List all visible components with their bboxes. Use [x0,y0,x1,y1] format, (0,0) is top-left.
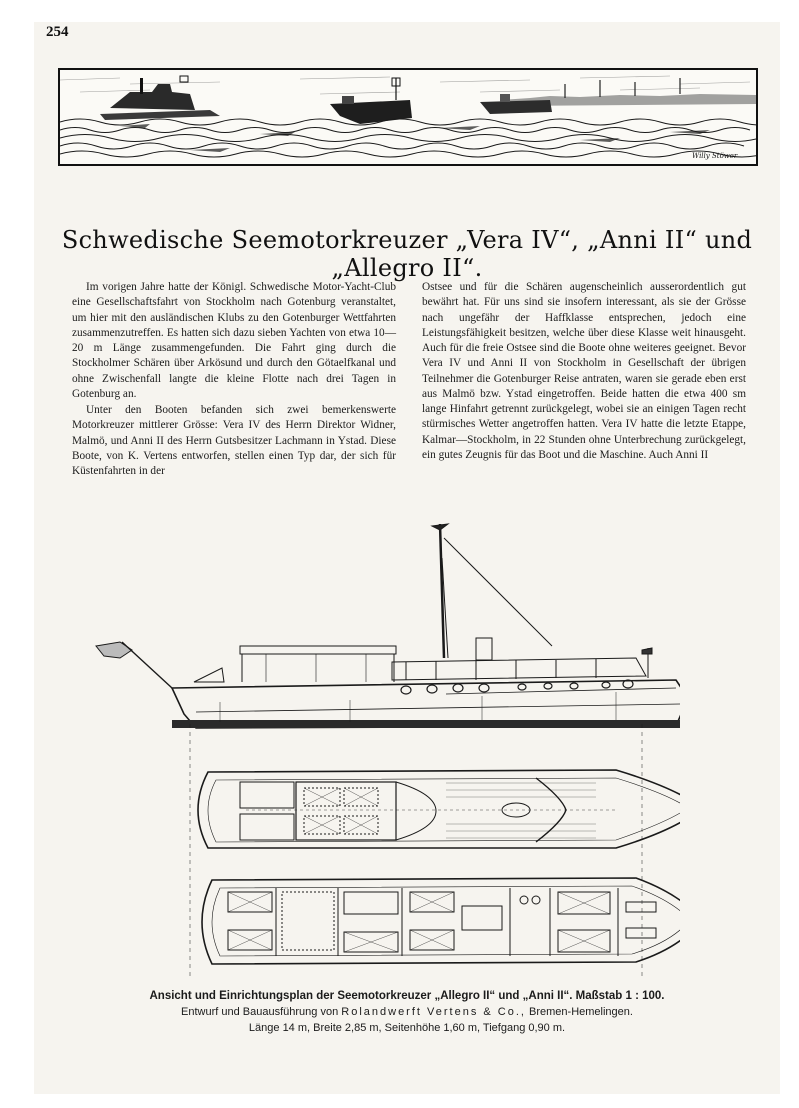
article-column-right [422,280,746,463]
illustration-signature: Willy Stöwer [692,152,738,160]
boat-plan-svg [76,498,680,990]
caption-title: Ansicht und Einrichtungsplan der Seemotorkreuzer „Allegro II“ und „Anni II“. Maßstab 1 : 100. [149,990,665,1002]
sea-scene-drawing [60,70,756,164]
article-paragraph: Im vorigen Jahre hatte der Königl. Schwedische Motor-Yacht-Club eine Gesellschaftsfahrt von Stockholm nach Gotenburg veranstaltet, um hier mit den ausländischen Klubs zu den Gotenburger Wettfahrten zusammenzutreffen. Es hatten sich dazu sieben Yachten von etwa 10—20 m Länge zusammengefunden. Die Fahrt ging durch die Stockholmer Schären über Arkösund und durch den Götaelfkanal und ohne Zwischenfall langte die kleine Flotte nach drei Tagen in Gotenburg an. [72,281,396,400]
caption-builder-prefix: Entwurf und Bauausführung von [181,1006,339,1018]
magazine-page [34,22,780,1094]
article-paragraph: Ostsee und für die Schären augenscheinlich ausserordentlich gut bewährt hat. Für uns sind sie insofern interessant, als sie der Grösse nach ungefähr der Haffklasse entsprechen, jedoch eine Leistungsfähigkeit besitzen, welche über diese Klasse weit hinausgeht. Auch für die freie Ostsee sind die Boote ohne weiteres geeignet. Bevor Vera IV und Anni II von Stockholm in Gesellschaft der übrigen Teilnehmer die Gotenburger Reise antraten, waren sie gerade eben erst aus Malmö bzw. Ystad eingetroffen. Beide hatten die etwa 400 sm lange Hinfahrt getrennt zurückgelegt, wobei sie an einigen Tagen recht stürmisches Wetter angetroffen hatten. Vera IV hatte die letzte Etappe, Kalmar—Stockholm, in 22 Stunden ohne Unterbrechung zurückgelegt, ein gutes Zeugnis für das Boot und die Maschine. Auch Anni II [422,281,746,461]
figure-caption [34,988,780,1036]
boat-plan-drawing [76,498,680,990]
page-number: 254 [46,24,69,40]
caption-builder [34,1004,780,1020]
header-illustration-sea-scene [58,68,758,166]
deck-plan [198,770,680,848]
side-elevation [96,524,680,728]
caption-builder-suffix: Bremen-Hemelingen. [529,1006,633,1018]
article-headline: Schwedische Seemotorkreuzer „Vera IV“, „Anni II“ und „Allegro II“. [61,226,753,282]
article-paragraph: Unter den Booten befanden sich zwei bemerkenswerte Motorkreuzer mittlerer Grösse: Vera IV des Herrn Direktor Widner, Malmö, und Anni II des Herrn Gutsbesitzer Lachmann in Ystad. Diese Boote, von K. Vertens entworfen, stellen einen Typ dar, der sich für Küstenfahrten in der [72,404,396,477]
caption-dimensions: Länge 14 m, Breite 2,85 m, Seitenhöhe 1,60 m, Tiefgang 0,90 m. [248,1022,566,1034]
article-column-left [72,280,396,479]
caption-builder-firm: Rolandwerft Vertens & Co., [341,1006,526,1018]
